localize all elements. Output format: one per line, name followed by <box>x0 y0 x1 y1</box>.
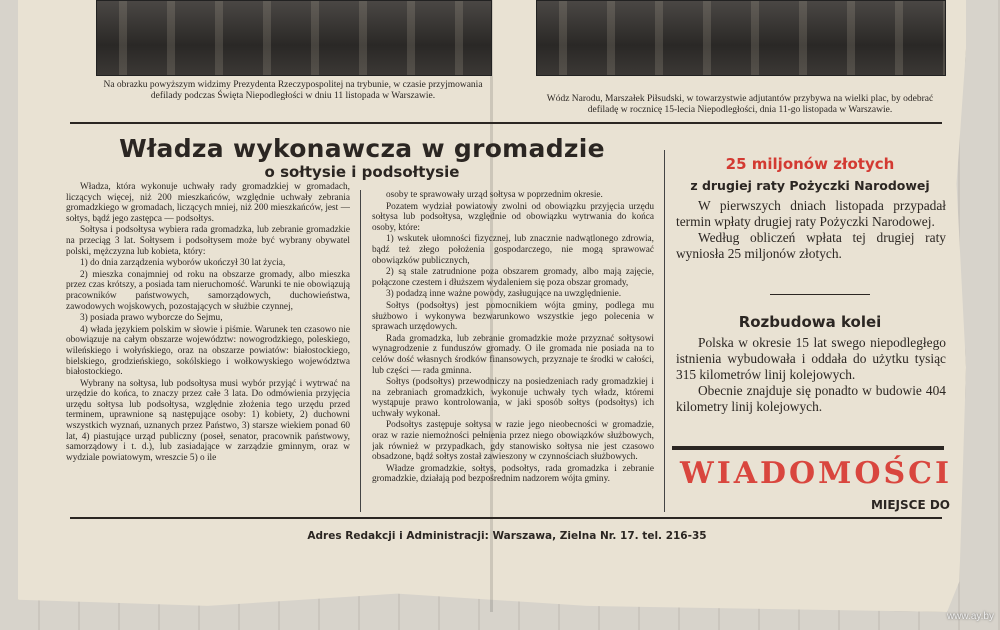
paragraph: Rada gromadzka, lub zebranie gromadzkie może przyznać sołtysowi wynagrodzenie z funduszów gromady. O ile gromada nie posiada na to celów dość własnych środków finansowych, przyznaje te środki w całości, lub części — rada gminna. <box>372 333 654 376</box>
sidebar-divider <box>664 150 665 512</box>
photo-president-tribune <box>96 0 492 76</box>
column-divider <box>360 190 361 512</box>
paragraph: Podsołtys zastępuje sołtysa w razie jego nieobecności w gromadzie, oraz w razie niemożności pełnienia przez niego obowiązków służbowych, jak również w przypadkach, gdy stanowisko sołtysa nie jest czasowo obsadzone, bądź sołtys został zawieszony w czynnościach służbowych. <box>372 420 654 463</box>
paragraph: Władze gromadzkie, sołtys, podsołtys, rada gromadzka i zebranie gromadzkie, działają pod bezpośrednim nadzorem wójta gminy. <box>372 463 654 485</box>
editorial-address: Adres Redakcji i Administracji: Warszawa, Zielna Nr. 17. tel. 216-35 <box>307 530 707 542</box>
paragraph: 4) włada językiem polskim w słowie i piśmie. Warunek ten czasowo nie obowiązuje na całym obszarze województw: nowogrodzkiego, poleskiego, wileńskiego i wołyńskiego, oraz na obszarze powiatów: białostockiego, bielskiego, grodzieńskiego, sokólskiego i wołkowyskiego województwa białostockiego. <box>66 324 350 378</box>
paragraph: 1) wskutek ułomności fizycznej, lub znacznie nadwątlonego zdrowia, bądź też złego położenia gospodarczego, nie mogą sprawować obowiązków publicznych, <box>372 234 654 266</box>
sidebar-headline: 25 miljonów złotych <box>725 155 895 173</box>
paragraph: Władza, która wykonuje uchwały rady gromadzkiej w gromadach, liczących więcej, niż 200 mieszkańców, względnie uchwały zebrania gromadzkiego w gromadach, liczących mniej, niż 200 mieszkańców, jest — sołtys, bądź jego zastępca — podsołtys. <box>66 182 350 224</box>
paragraph: Pozatem wydział powiatowy zwolni od obowiązku przyjęcia urzędu sołtysa lub podsołtysa, względnie od obowiązku wytrwania do końca osoby, które: <box>372 201 654 233</box>
paragraph: 1) do dnia zarządzenia wyborów ukończył 30 lat życia, <box>80 258 286 269</box>
paragraph: Sołtys (podsołtys) przewodniczy na posiedzeniach rady gromadzkiej i na zebraniach gromadzkich, wykonuje uchwały tych władz, któremi wystąpuje prawo kontrolowania, w jaki sposób sołtys (podsołtys) ich uchwały wykonał. <box>372 377 654 419</box>
paragraph: 3) podadzą inne ważne powody, zasługujące na uwzględnienie. <box>386 289 622 300</box>
paragraph: Polska w okresie 15 lat swego niepodległego istnienia wybudowała i oddała do użytku tysiąc 315 kilometrów linij kolejowych. <box>676 335 946 382</box>
article-column-1 <box>66 182 350 512</box>
sidebar-headline-railways: Rozbudowa kolei <box>738 313 882 331</box>
paragraph: W pierwszych dniach listopada przypadał termin wpłaty drugiej raty Pożyczki Narodowej. <box>676 198 946 229</box>
paragraph: 2) mieszka conajmniej od roku na obszarze gromady, albo mieszka przez czas krótszy, a posiada tam nieruchomość. Warunki te nie obowiązują pracowników państwowych, samorządowych, duchowieństwa, zawodowych wojskowych, pozostających w służbie czynnej, <box>66 269 350 312</box>
news-banner: WIADOMOŚCI <box>680 456 953 491</box>
paragraph: Sołtys (podsołtys) jest pomocnikiem wójta gminy, podlega mu służbowo i wykonywa bezwarunkowo wszystkie jego polecenia w sprawach urzędowych. <box>372 300 654 333</box>
caption-right: Wódz Narodu, Marszałek Piłsudski, w towarzystwie adjutantów przybywa na wielki plac, by odebrać defiladę w rocznicę 15-lecia Niepodległości, dnia 11-go listopada w Warszawie. <box>546 94 934 115</box>
footer-rule <box>70 517 942 519</box>
paragraph: osoby te sprawowały urząd sołtysa w poprzednim okresie. <box>386 190 603 200</box>
paragraph: Wybrany na sołtysa, lub podsołtysa musi wybór przyjąć i wytrwać na urzędzie do końca, to znaczy przez całe 3 lata. Do odmówienia przyjęcia urzędu sołtysa lub podsołtysa, względnie złożenia tego urzędu przed terminem, uprawnione są następujące osoby: 1) kobiety, 2) duchowni wszystkich wyznań, uznanych przez Państwo, 3) starsze wiekiem ponad 60 lat, 4) piastujące urząd publiczny (poseł, senator, pracownik państwowy, samorządowy i t. d.), lub zasiadające w zarządzie gminnym, oraz w wydziale powiatowym, wreszcie 5) o ile <box>66 378 350 463</box>
photo-marshal-pilsudski <box>536 0 946 76</box>
caption-left: Na obrazku powyższym widzimy Prezydenta Rzeczypospolitej na trybunie, w czasie przyjmowania defilady podczas Święta Niepodległości w dniu 11 listopada w Warszawie. <box>103 80 483 101</box>
paragraph: Obecnie znajduje się ponadto w budowie 404 kilometry linij kolejowych. <box>676 383 946 414</box>
paragraph: 2) są stale zatrudnione poza obszarem gromady, albo mają zajęcie, połączone czestem i dłuższem wydaleniem się poza obszar gromady, <box>372 267 654 288</box>
sidebar-subheadline: z drugiej raty Pożyczki Narodowej <box>690 178 930 193</box>
ornament-rule <box>770 294 870 295</box>
sidebar-text-railways <box>676 335 946 415</box>
paragraph: 3) posiada prawo wyborcze do Sejmu, <box>80 313 223 324</box>
article-column-2 <box>372 190 654 520</box>
header-rule <box>70 122 942 124</box>
sidebar-text-loan <box>676 198 946 262</box>
watermark: www.ay.by <box>946 611 994 622</box>
banner-rule <box>672 446 944 450</box>
news-banner-sub: MIEJSCE DO <box>870 498 950 512</box>
paragraph: Według obliczeń wpłata tej drugiej raty wyniosła 25 miljonów złotych. <box>676 230 946 261</box>
article-title: Władza wykonawcza w gromadzie <box>119 134 605 163</box>
paragraph: Sołtysa i podsołtysa wybiera rada gromadzka, lub zebranie gromadzkie na przeciąg 3 lat. Sołtysem i podsołtysem może być wybrany obywatel polski, mężczyzna lub kobieta, który: <box>66 225 350 257</box>
article-subtitle: o sołtysie i podsołtysie <box>264 163 460 181</box>
